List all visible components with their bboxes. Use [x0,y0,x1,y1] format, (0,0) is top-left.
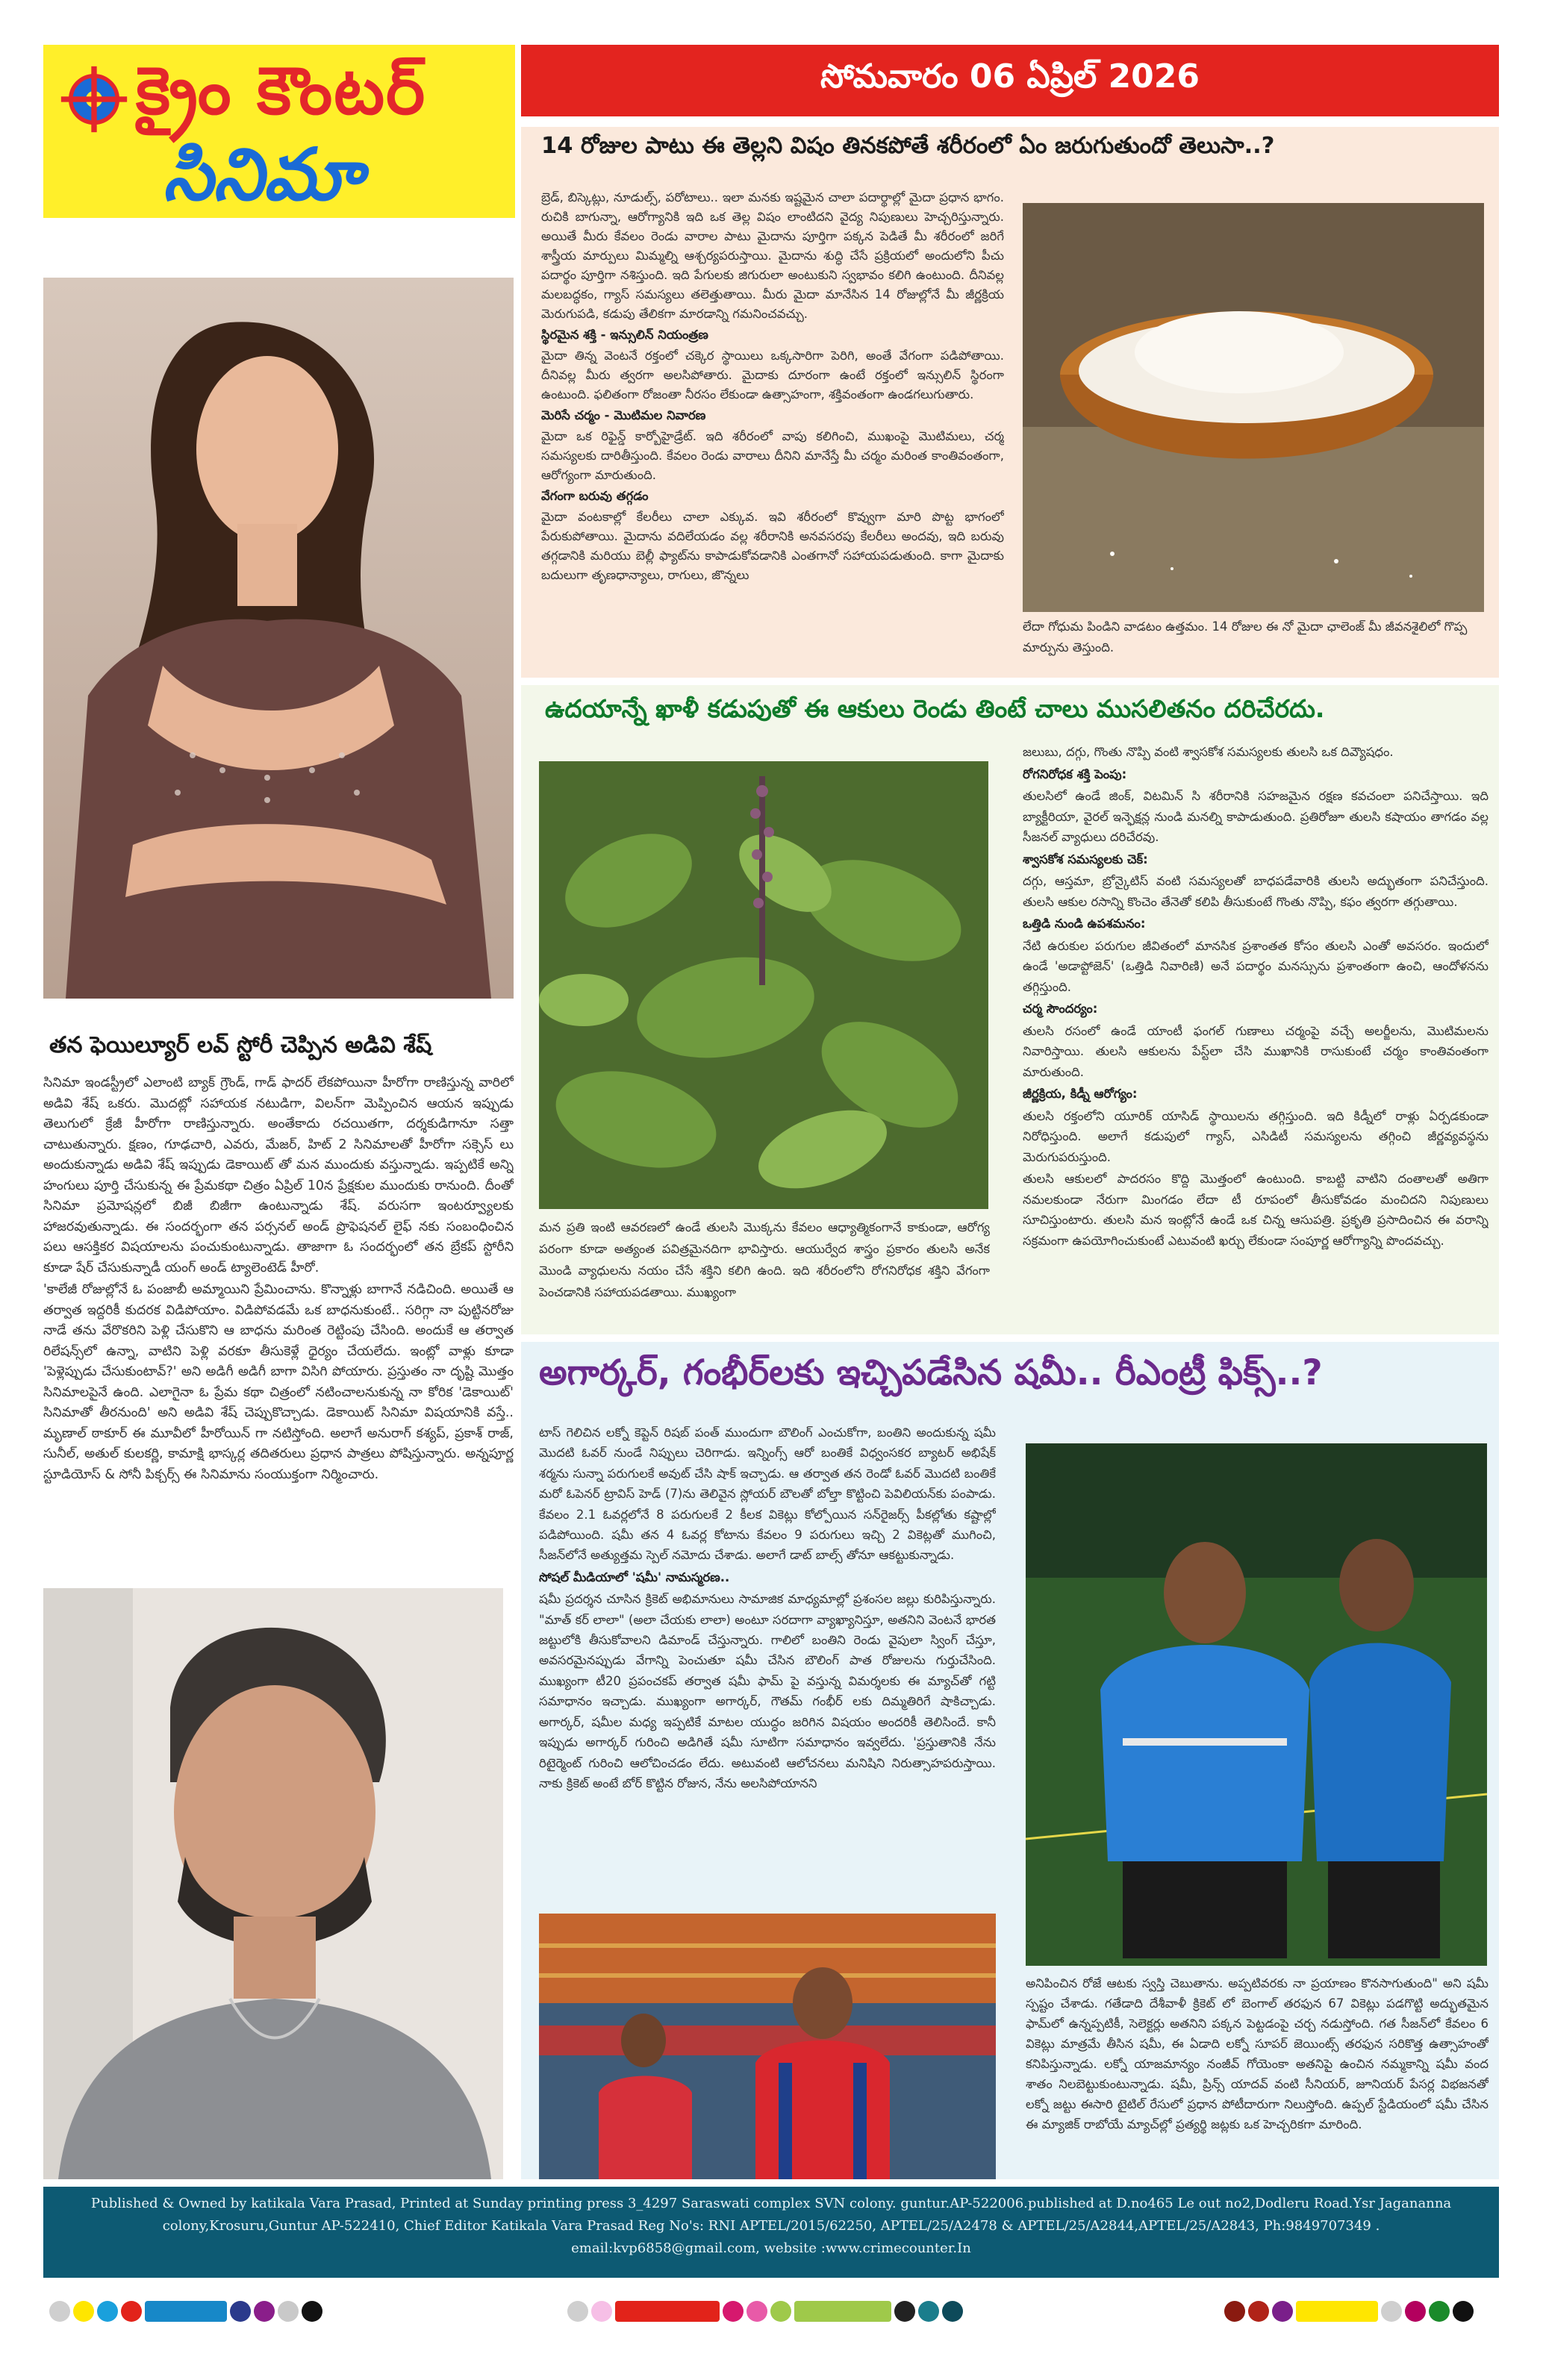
maida-paragraph: మైదా వంటకాల్లో కేలరీలు చాలా ఎక్కువ. ఇవి శరీరంలో కొవ్వుగా మారి పొట్ట భాగంలో పేరుకుపోతాయి. మైదాను వదిలేయడం వల్ల శరీరానికి అనవసరపు కేలరీలు అందవు, ఇది బరువు తగ్గడానికి మరియు బెల్లీ ఫ్యాట్‌ను కాపాడుకోవడానికి ఎంతగానో సహాయపడుతుంది. కాగా మైదాకు బదులుగా తృణధాన్యాలు, రాగులు, జొన్నలు [541,510,1004,582]
registration-dot [97,2301,118,2322]
imprint-line: colony,Krosuru,Guntur AP-522410, Chief Editor Katikala Vara Prasad Reg No's: RNI APTEL/2015/62250, APTEL/25/A2478 & APTEL/25/A2844,APTEL/25/A2843, Ph:9849707349 . [162,2218,1380,2234]
registration-dot [121,2301,142,2322]
flour-photo-caption: లేదా గోధుమ పిండిని వాడటం ఉత్తమం. 14 రోజుల ఈ నో మైదా ఛాలెంజ్ మీ జీవనశైలిలో గొప్ప మార్పును తెస్తుంది. [1023,619,1468,655]
tulsi-paragraph: నేటి ఉరుకుల పరుగుల జీవితంలో మానసిక ప్రశాంతత కోసం తులసి ఎంతో అవసరం. ఇందులో ఉండే 'అడాప్టోజెన్' (ఒత్తిడి నివారిణి) అనే పదార్థం మనస్సును ప్రశాంతంగా ఉంచి, ఆందోళనను తగ్గిస్తుంది. [1023,938,1489,994]
imprint-contact: email:kvp6858@gmail.com, website :www.crimecounter.In [571,2240,971,2256]
maida-paragraph: బ్రెడ్, బిస్కెట్లు, నూడుల్స్, పరోటాలు.. ఇలా మనకు ఇష్టమైన చాలా పదార్థాల్లో మైదా ప్రధాన భాగం. రుచికి బాగున్నా, ఆరోగ్యానికి ఇది ఒక తెల్ల విషం లాంటిదని వైద్య నిపుణులు హెచ్చరిస్తున్నారు. అయితే మీరు కేవలం రెండు వారాల పాటు మైదాను పూర్తిగా పక్కన పెడితే మీ శరీరంలో జరిగే శాస్త్రీయ మార్పులు మిమ్మల్ని ఆశ్చర్యపరుస్తాయి. మైదాను శుద్ధి చేసే ప్రక్రియలో అందులోని పీచు పదార్థం పూర్తిగా నశిస్తుంది. ఇది పేగులకు జిగురులా అంటుకుని స్వభావం కలిగి ఉంటుంది. దీనివల్ల మలబద్ధకం, గ్యాస్ సమస్యలు తలెత్తుతాయి. మీరు మైదా మానేసిన 14 రోజుల్లోనే మీ జీర్ణక్రియ మెరుగుపడి, కడుపు తేలికగా మారడాన్ని గమనించవచ్చు. [541,190,1004,321]
registration-dot [1272,2301,1293,2322]
actor-photo [43,1588,503,2179]
registration-dot [1224,2301,1245,2322]
brand-subtitle: సినిమా [163,133,363,216]
tulsi-headline: ఉదయాన్నే ఖాళీ కడుపుతో ఈ ఆకులు రెండు తింటే చాలు ముసలితనం దరిచేరదు. [545,694,1325,723]
registration-dot [894,2301,915,2322]
tulsi-subheading: చర్మ సౌందర్యం: [1023,1002,1098,1016]
shami-headline: అగార్కర్, గంభీర్‌లకు ఇచ్చిపడేసిన షమీ.. రీఎంట్రీ ఫిక్స్..? [539,1352,1323,1393]
registration-bar [1296,2301,1378,2322]
tulsi-plant-photo [539,761,988,1209]
registration-dot [230,2301,251,2322]
registration-dot [1453,2301,1474,2322]
tulsi-paragraph: తులసిలో ఉండే జింక్, విటమిన్ సి శరీరానికి సహజమైన రక్షణ కవచంలా పనిచేస్తాయి. ఇది బ్యాక్టీరియా, వైరల్ ఇన్ఫెక్షన్ల నుండి మనల్ని కాపాడుతుంది. ప్రతిరోజూ తులసి కషాయం తాగడం వల్ల సీజనల్ వ్యాధులు దరిచేరవు. [1023,789,1489,844]
masthead-logo [43,45,515,218]
registration-dot [254,2301,275,2322]
adivi-paragraph: 'కాలేజీ రోజుల్లోనే ఓ పంజాబీ అమ్మాయిని ప్రేమించాను. కొన్నాళ్లు బాగానే నడిచింది. అయితే ఆ తర్వాత ఇద్దరికీ కుదరక విడిపోయాం. విడిపోవడమే ఒక బాధనుకుంటే.. సరిగ్గా నా పుట్టినరోజు నాడే తను వేరొకరిని పెళ్లి చేసుకొని ఆ బాధను మరింత రెట్టింపు చేసింది. అందుకే ఆ తర్వాత రిలేషన్స్‌లో ఉన్నా, వాటిని పెళ్లి వరకూ తీసుకెళ్లే ధైర్యం చేయలేదు. ఇంట్లో వాళ్లు కూడా 'పెళ్లెప్పుడు చేసుకుంటావ్?' అని అడిగీ అడిగీ బాగా విసిగి పోయారు. ప్రస్తుతం నా దృష్టి మొత్తం సినిమాలపైనే ఉంది. ఎలాగైనా ఓ ప్రేమ కథా చిత్రంలో నటించాలనుకున్న నా కోరిక 'డెకాయిట్' సినిమాతో తీరనుంది' అని అడివి శేష్ చెప్పుకొచ్చాడు. డెకాయిట్ సినిమా విషయానికి వస్తే.. మృణాల్ ఠాకూర్ ఈ మూవీలో హీరోయిన్ గా నటిస్తోంది. అలాగే అనురాగ్ కశ్యప్, ప్రకాశ్ రాజ్, సునీల్, అతుల్ కులకర్ణి, కామాక్షి భాస్కర్ల తదితరులు ప్రధాన పాత్రలు పోషిస్తున్నారు. అన్నపూర్ణ స్టూడియోస్ & సోనీ పిక్చర్స్ ఈ సినిమాను సంయుక్తంగా నిర్మించారు. [43,1282,514,1482]
registration-dot [723,2301,744,2322]
tulsi-paragraph: తులసి రసంలో ఉండే యాంటీ ఫంగల్ గుణాలు చర్మంపై వచ్చే అలర్జీలను, మొటిమలను నివారిస్తాయి. తులసి ఆకులను పేస్ట్‌లా చేసి ముఖానికి రాసుకుంటే చర్మం కాంతివంతంగా మారుతుంది. [1023,1023,1489,1079]
tulsi-photo-caption: మన ప్రతి ఇంటి ఆవరణలో ఉండే తులసి మొక్కను కేవలం ఆధ్యాత్మికంగానే కాకుండా, ఆరోగ్య పరంగా కూడా అత్యంత పవిత్రమైనదిగా భావిస్తారు. ఆయుర్వేద శాస్త్రం ప్రకారం తులసి అనేక మొండి వ్యాధులను నయం చేసే శక్తిని కలిగి ఉంది. ఇది శరీరంలోని రోగనిరోధక శక్తిని వేగంగా పెంచడానికి సహాయపడతాయి. ముఖ్యంగా [539,1220,990,1299]
maida-subheading: స్థిరమైన శక్తి - ఇన్సులిన్ నియంత్రణ [541,328,708,342]
tulsi-subheading: జీర్ణక్రియ, కిడ్నీ ఆరోగ్యం: [1023,1087,1138,1101]
registration-dot [278,2301,299,2322]
registration-dot [1381,2301,1402,2322]
registration-bar [615,2301,720,2322]
registration-bar [794,2301,891,2322]
shami-paragraph: షమీ ప్రదర్శన చూసిన క్రికెట్ అభిమానులు సామాజిక మాధ్యమాల్లో ప్రశంసల జల్లు కురిపిస్తున్నారు. "మాత్ కర్ లాలా" (అలా చేయకు లాలా) అంటూ సరదాగా వ్యాఖ్యానిస్తూ, అతనిని వెంటనే భారత జట్టులోకి తీసుకోవాలని డిమాండ్ చేస్తున్నారు. గాలిలో బంతిని రెండు వైపులా స్వింగ్ చేస్తూ, అవసరమైనప్పుడు వేగాన్ని పెంచుతూ షమీ చేసిన బౌలింగ్ పాత రోజులను గుర్తుచేసింది. ముఖ్యంగా టీ20 ప్రపంచకప్ తర్వాత షమీ ఫామ్ పై వస్తున్న విమర్శలకు ఈ మ్యాచ్‌తో గట్టి సమాధానం ఇచ్చాడు. ముఖ్యంగా అగార్కర్, గౌతమ్ గంభీర్ లకు దిమ్మతిరిగే షాకిచ్చాడు. అగార్కర్, షమీల మధ్య ఇప్పటికే మాటల యుద్ధం జరిగిన విషయం అందరికీ తెలిసిందే. కానీ ఇప్పుడు అగార్కర్ గురించి అడిగితే షమీ సూటిగా సమాధానం ఇవ్వలేదు. 'ప్రస్తుతానికి నేను రిటైర్మెంట్ గురించి ఆలోచించడం లేదు. అటువంటి ఆలోచనలు మనిషిని నిరుత్సాహపరుస్తాయి. నాకు క్రికెట్ అంటే బోర్ కొట్టిన రోజున, నేను అలసిపోయానని [539,1592,996,1790]
flour-bowl-photo [1023,203,1484,612]
color-registration-right [1224,2300,1474,2323]
registration-dot [942,2301,963,2322]
adivi-paragraph: సినిమా ఇండస్ట్రీలో ఎలాంటి బ్యాక్ గ్రౌండ్, గాడ్ ఫాదర్ లేకపోయినా హీరోగా రాణిస్తున్న వారిలో అడివి శేష్ ఒకరు. మొదట్లో సహాయక నటుడిగా, విలన్‌గా మెప్పించిన ఆయన ఇప్పుడు తెలుగులో క్రేజీ హీరోగా రాణిస్తున్నారు. అంతేకాదు రచయితగా, దర్శకుడిగానూ సత్తా చాటుతున్నారు. క్షణం, గూఢచారి, ఎవరు, మేజర్, హిట్ 2 సినిమాలతో హీరోగా సక్సెస్ లు అందుకున్నాడు అడివి శేష్ ఇప్పుడు డెకాయిట్ తో మన ముందుకు వస్తున్నాడు. ఇప్పటికే అన్ని హంగులు పూర్తి చేసుకున్న ఈ ప్రేమకథా చిత్రం ఏప్రిల్ 10న ప్రేక్షకుల ముందుకు రానుంది. దీంతో సినిమా ప్రమోషన్లలో బిజీ బిజీగా ఉంటున్నాడు శేష్. వరుసగా ఇంటర్వ్యూలకు హాజరవుతున్నాడు. ఈ సందర్భంగా తన పర్సనల్ అండ్ ప్రొఫెషనల్ లైఫ్ నకు సంబంధించిన పలు ఆసక్తికర విషయాలను పంచుకుంటున్నాడు. తాజాగా ఓ సందర్భంలో తన బ్రేకప్ స్టోరీని కూడా షేర్ చేసుకున్నాడీ యంగ్ అండ్ ట్యాలెంటెడ్ హీరో. [43,1075,514,1275]
registration-dot [1429,2301,1450,2322]
tulsi-article-body [1023,742,1489,1328]
adivi-headline: తన ఫెయిల్యూర్ లవ్ స్టోరీ చెప్పిన అడివి శేష్ [49,1032,432,1058]
shami-paragraph: టాస్ గెలిచిన లక్నో కెప్టెన్ రిషబ్ పంత్ ముందుగా బౌలింగ్ ఎంచుకోగా, బంతిని అందుకున్న షమీ మొదటి ఓవర్ నుండే నిప్పులు చెరిగాడు. ఇన్నింగ్స్ ఆరో బంతికే విధ్వంసకర బ్యాటర్ అభిషేక్ శర్మను సున్నా పరుగులకే అవుట్ చేసి షాక్ ఇచ్చాడు. ఆ తర్వాత తన రెండో ఓవర్ మొదటి బంతికే మరో ఓపెనర్ ట్రావిస్ హెడ్ (7)ను తెలివైన స్లోయర్ బౌలతో బోల్తా కొట్టించి పెవిలియన్‌కు పంపాడు. కేవలం 2.1 ఓవర్లలోనే 8 పరుగులకే 2 కీలక వికెట్లు కోల్పోయిన సన్‌రైజర్స్ పీకల్లోతు కష్టాల్లో పడిపోయింది. షమీ తన 4 ఓవర్ల కోటాను కేవలం 9 పరుగులు ఇచ్చి 2 వికెట్లతో ముగించి, సీజన్‌లోనే అత్యుత్తమ స్పెల్ నమోదు చేశాడు. అలాగే డాట్ బాల్స్ తోనూ ఆకట్టుకున్నాడు. [539,1425,996,1563]
adivi-article-body [43,1073,514,1567]
tulsi-paragraph: తులసి రక్తంలోని యూరిక్ యాసిడ్ స్థాయిలను తగ్గిస్తుంది. ఇది కిడ్నీలో రాళ్లు ఏర్పడకుండా నిరోధిస్తుంది. అలాగే కడుపులో గ్యాస్, ఎసిడిటీ సమస్యలను తగ్గించి జీర్ణవ్యవస్థను మెరుగుపరుస్తుంది. [1023,1108,1489,1164]
registration-dot [918,2301,939,2322]
tulsi-paragraph: జలుబు, దగ్గు, గొంతు నొప్పి వంటి శ్వాసకోశ సమస్యలకు తులసి ఒక దివ్యౌషధం. [1023,745,1394,759]
shami-subheading: సోషల్ మీడియాలో 'షమీ' నామస్మరణ.. [539,1570,730,1584]
registration-dot [73,2301,94,2322]
brand-title-line1 [60,52,426,146]
maida-subheading: మెరిసే చర్మం - మొటిమల నివారణ [541,408,706,422]
date-banner [521,45,1499,116]
maida-paragraph: మైదా తిన్న వెంటనే రక్తంలో చక్కెర స్థాయిలు ఒక్కసారిగా పెరిగి, అంతే వేగంగా పడిపోతాయి. దీనివల్ల మీరు త్వరగా అలసిపోతారు. మైదాకు దూరంగా ఉంటే రక్తంలో ఇన్సులిన్ స్థిరంగా ఉంటుంది. ఫలితంగా రోజంతా నీరసం లేకుండా ఉత్సాహంగా, శక్తివంతంగా ఉండగలుగుతారు. [541,349,1004,402]
coaches-photo [1026,1443,1487,1966]
imprint-footer [43,2187,1499,2278]
actress-photo [43,278,514,999]
crosshair-icon [60,65,128,134]
registration-dot [770,2301,791,2322]
maida-headline: 14 రోజుల పాటు ఈ తెల్లని విషం తినకపోతే శరీరంలో ఏం జరుగుతుందో తెలుసా..? [541,133,1275,159]
shami-article-continued: అనిపించిన రోజే ఆటకు స్వస్తి చెబుతాను. అప్పటివరకు నా ప్రయాణం కొనసాగుతుంది" అని షమీ స్పష్టం చేశాడు. గతేడాది దేశీవాళీ క్రికెట్ లో బెంగాల్ తరఫున 67 వికెట్లు పడగొట్టి అద్భుతమైన ఫామ్‌లో ఉన్నప్పటికీ, సెలెక్టర్లు అతనిని పక్కన పెట్టడంపై చర్చ నడుస్తోంది. గత సీజన్‌లో కేవలం 6 వికెట్లు మాత్రమే తీసిన షమీ, ఈ ఏడాది లక్నో సూపర్ జెయింట్స్ తరఫున సరికొత్త ఉత్సాహంతో కనిపిస్తున్నాడు. లక్నో యాజమాన్యం నంజీవ్ గోయెంకా అతనిపై ఉంచిన నమ్మకాన్ని షమీ వంద శాతం నిలబెట్టుకుంటున్నాడు. షమీ, ప్రిన్స్ యాదవ్ వంటి సీనియర్, జూనియర్ పేసర్ల విభజనతో లక్నో జట్టు ఈసారి టైటిల్ రేసులో ప్రధాన పోటీదారుగా నిలుస్తోంది. ఉప్పల్ స్టేడియంలో షమీ చేసిన ఈ మ్యాజిక్ రాబోయే మ్యాచ్‌ల్లో ప్రత్యర్థి జట్లకు ఒక హెచ్చరికగా మారింది. [1026,1976,1489,2131]
tulsi-subheading: ఒత్తిడి నుండి ఉపశమనం: [1023,916,1146,931]
maida-paragraph: మైదా ఒక రిఫైన్డ్ కార్బోహైడ్రేట్. ఇది శరీరంలో వాపు కలిగించి, ముఖంపై మొటిమలు, చర్మ సమస్యలకు దారితీస్తుంది. కేవలం రెండు వారాలు దీనిని మానేస్తే మీ చర్మం మరింత కాంతివంతంగా, ఆరోగ్యంగా మారుతుంది. [541,429,1004,482]
tulsi-paragraph: తులసి ఆకులలో పాదరసం కొద్ది మొత్తంలో ఉంటుంది. కాబట్టి వాటిని దంతాలతో అతిగా నమలకుండా నేరుగా మింగడం లేదా టీ రూపంలో తీసుకోవడం మంచిదని నిపుణులు సూచిస్తుంటారు. తులసి మన ఇంట్లోనే ఉండే ఒక చిన్న ఆసుపత్రి. ప్రకృతి ప్రసాదించిన ఈ వరాన్ని సక్రమంగా ఉపయోగించుకుంటే ఎటువంటి ఖర్చు లేకుండా సంపూర్ణ ఆరోగ్యాన్ని పొందవచ్చు. [1023,1172,1489,1248]
tulsi-paragraph: దగ్గు, ఆస్తమా, బ్రోన్కైటిస్ వంటి సమస్యలతో బాధపడేవారికి తులసి అద్భుతంగా పనిచేస్తుంది. తులసి ఆకుల రసాన్ని కొంచెం తేనెతో కలిపి తీసుకుంటే గొంతు నొప్పి, కఫం త్వరగా తగ్గుతాయి. [1023,874,1489,909]
registration-dot [746,2301,767,2322]
registration-dot [591,2301,612,2322]
maida-subheading: వేగంగా బరువు తగ్గడం [541,489,649,503]
tulsi-subheading: శ్వాసకోశ సమస్యలకు చెక్: [1023,852,1148,866]
issue-date: సోమవారం 06 ఏప్రిల్ 2026 [820,57,1200,96]
shami-article-body [539,1422,996,1900]
registration-bar [145,2301,227,2322]
registration-dot [1405,2301,1426,2322]
registration-dot [302,2301,322,2322]
registration-dot [567,2301,588,2322]
registration-dot [1248,2301,1269,2322]
color-registration-center [567,2300,963,2323]
color-registration-left [49,2300,322,2323]
imprint-line: Published & Owned by katikala Vara Prasad, Printed at Sunday printing press 3_4297 Saraswati complex SVN colony. guntur.AP-522006.published at D.no465 Le out no2,Dodleru Road.Ysr Jagananna [90,2196,1452,2211]
brand-name: క్రైం కౌంటర్ [136,52,427,129]
shami-match-photo [539,1914,996,2179]
maida-article-body [541,188,1004,666]
tulsi-subheading: రోగనిరోధక శక్తి పెంపు: [1023,766,1127,781]
registration-dot [49,2301,70,2322]
